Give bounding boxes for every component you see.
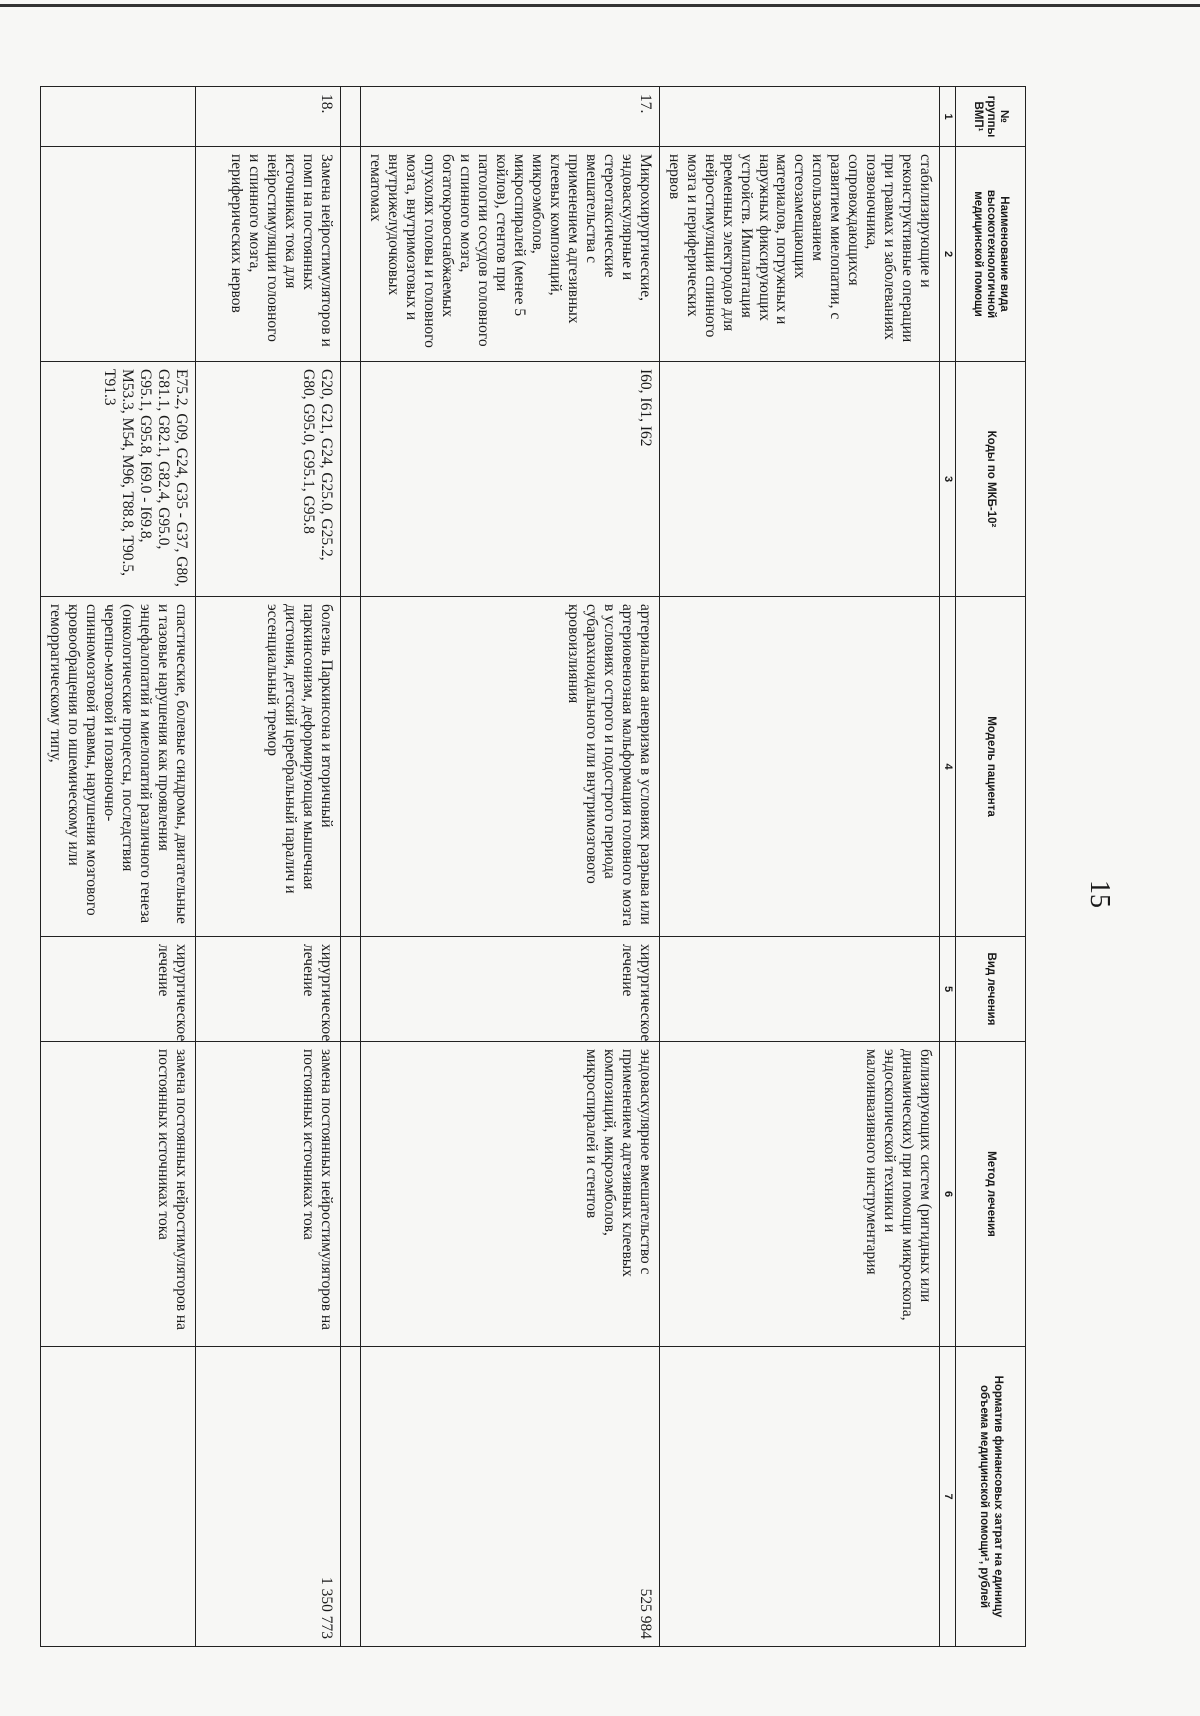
- cell-group: 18.: [196, 87, 341, 147]
- header-method: Метод лечения: [956, 1042, 1026, 1347]
- column-number: 6: [940, 1042, 956, 1347]
- cell-codes: E75.2, G09, G24, G35 - G37, G80, G81.1, G82.1, G82.4, G95.0, G95.1, G95.8, I69.0 - I69.8, M53.3, M54, M96, T88.8, T90.5, T91.3: [41, 362, 196, 597]
- cell-cost: [659, 1347, 940, 1647]
- cell-name: [41, 147, 196, 362]
- header-treatment: Вид лечения: [956, 937, 1026, 1042]
- cell-method: билизирующих систем (ригидных или динамических) при помощи микроскопа, эндоскопической техники и малоинвазивного инструментария: [659, 1042, 940, 1347]
- column-number: 1: [940, 87, 956, 147]
- document-sheet: [47, 86, 1026, 1646]
- page-number: 15: [1084, 880, 1115, 908]
- table-row: [41, 87, 196, 1647]
- cell-codes: [341, 362, 361, 597]
- table-row: [361, 87, 660, 1647]
- cell-model: спастические, болевые синдромы, двигательные и тазовые нарушения как проявления энцефалопатий и миелопатий различного генеза (онкологические процессы, последствия черепно-мозговой и позвоночно-спинномозговой травмы, нарушения мозгового кровообращения по ишемическому или геморрагическому типу,: [41, 597, 196, 937]
- table-row: [659, 87, 940, 1647]
- cell-cost: 525 984: [361, 1347, 660, 1647]
- column-number: 3: [940, 362, 956, 597]
- cell-model: [341, 597, 361, 937]
- column-number: 2: [940, 147, 956, 362]
- cell-name: [341, 147, 361, 362]
- column-number-row: [940, 87, 956, 1647]
- cell-codes: I60, I61, I62: [361, 362, 660, 597]
- cell-cost: [341, 1347, 361, 1647]
- cell-treatment: хирургическое лечение: [196, 937, 341, 1042]
- header-model: Модель пациента: [956, 597, 1026, 937]
- cell-model: артериальная аневризма в условиях разрыва или артериовенозная мальформация головного мозга в условиях острого и подострого периода субарахноидального или внутримозгового кровоизлияния: [361, 597, 660, 937]
- cell-method: замена постоянных нейростимуляторов на постоянных источниках тока: [41, 1042, 196, 1347]
- vmp-table: [40, 86, 1026, 1647]
- cell-treatment: хирургическое лечение: [41, 937, 196, 1042]
- column-number: 4: [940, 597, 956, 937]
- cell-group: 17.: [361, 87, 660, 147]
- cell-method: замена постоянных нейростимуляторов на постоянных источниках тока: [196, 1042, 341, 1347]
- header-group: № группы ВМП¹: [956, 87, 1026, 147]
- cell-group: [341, 87, 361, 147]
- cell-treatment: [341, 937, 361, 1042]
- cell-model: болезнь Паркинсона и вторичный паркинсонизм, деформирующая мышечная дистония, детский церебральный паралич и эссенциальный тремор: [196, 597, 341, 937]
- cell-method: [341, 1042, 361, 1347]
- cell-cost: 1 350 773: [196, 1347, 341, 1647]
- cell-codes: G20, G21, G24, G25.0, G25.2, G80, G95.0, G95.1, G95.8: [196, 362, 341, 597]
- cell-model: [659, 597, 940, 937]
- header-row: [956, 87, 1026, 1647]
- cell-treatment: хирургическое лечение: [361, 937, 660, 1042]
- cell-treatment: [659, 937, 940, 1042]
- cell-name: Замена нейростимуляторов и помп на постоянных источниках тока для нейростимуляции головного и спинного мозга, периферических нервов: [196, 147, 341, 362]
- rotated-table-wrapper: [47, 86, 1026, 1646]
- table-row: [196, 87, 341, 1647]
- cell-group: [659, 87, 940, 147]
- column-number: 7: [940, 1347, 956, 1647]
- table-row: [341, 87, 361, 1647]
- cell-method: эндоваскулярное вмешательство с применением адгезивных клеевых композиций, микроэмболов, микроспиралей и стентов: [361, 1042, 660, 1347]
- column-number: 5: [940, 937, 956, 1042]
- cell-codes: [659, 362, 940, 597]
- cell-name: стабилизирующие и реконструктивные операции при травмах и заболеваниях позвоночника, сопровождающихся развитием миелопатии, с использованием остеозамещающих материалов, погружных и наружных фиксирующих устройств. Имплантация временных электродов для нейростимуляции спинного мозга и периферических нервов: [659, 147, 940, 362]
- header-codes: Коды по МКБ-10²: [956, 362, 1026, 597]
- top-rule: [0, 4, 1200, 7]
- cell-cost: [41, 1347, 196, 1647]
- cell-name: Микрохирургические, эндоваскулярные и стереотаксические вмешательства с применением адгезивных клеевых композиций, микроэмболов, микроспиралей (менее 5 койлов), стентов при патологии сосудов головного и спинного мозга, богатокровоснабжаемых опухолях головы и головного мозга, внутримозговых и внутрижелудочковых гематомах: [361, 147, 660, 362]
- cell-group: [41, 87, 196, 147]
- header-cost: Норматив финансовых затрат на единицу объема медицинской помощи³, рублей: [956, 1347, 1026, 1647]
- header-name: Наименование вида высокотехнологичной медицинской помощи: [956, 147, 1026, 362]
